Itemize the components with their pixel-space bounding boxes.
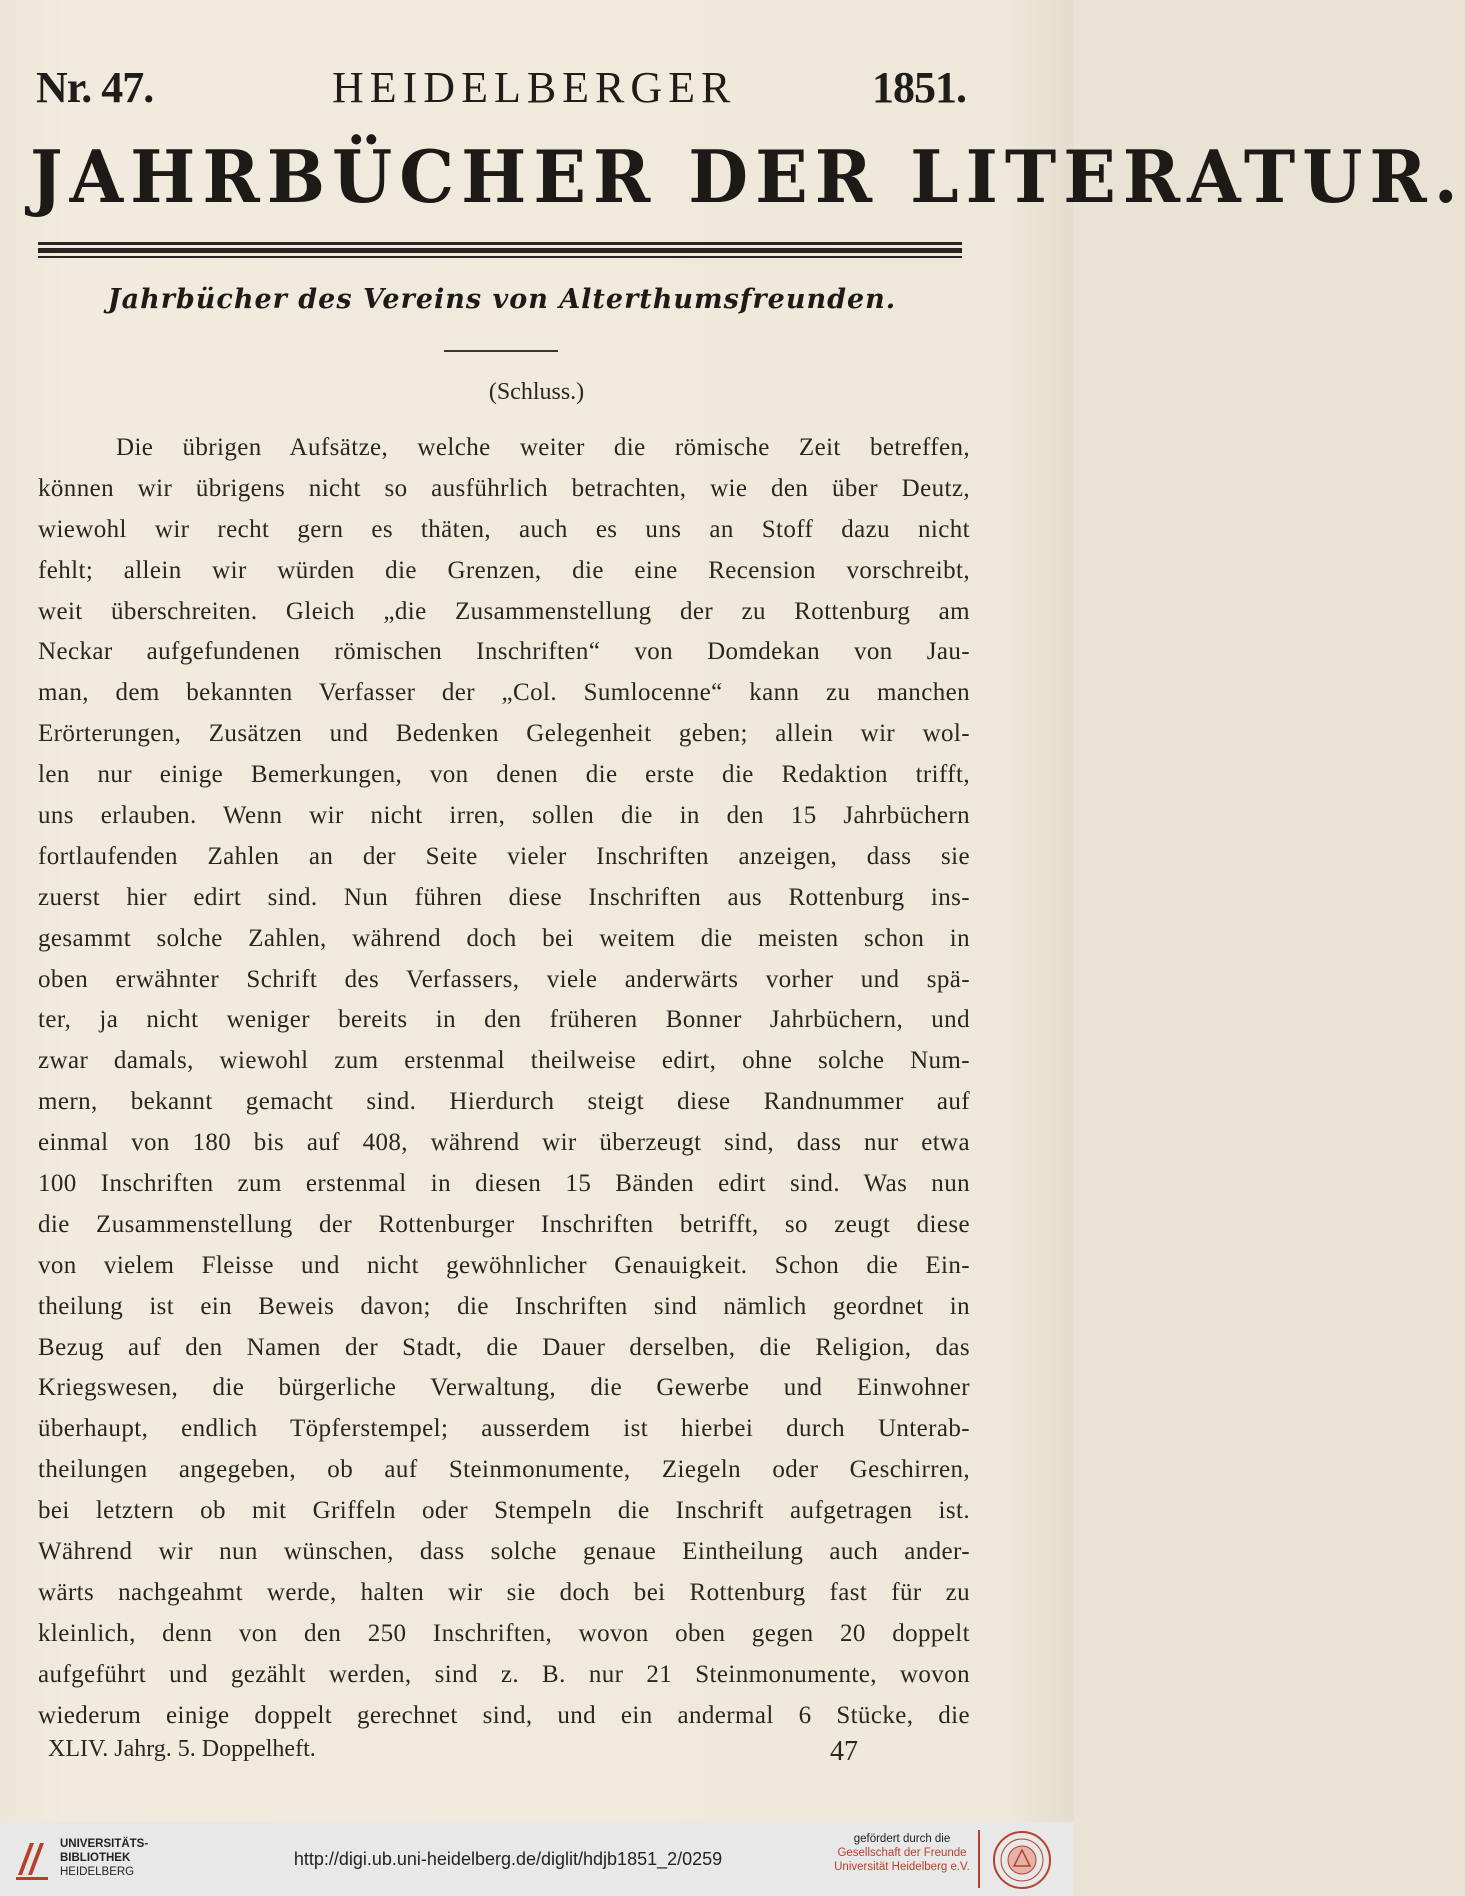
text-line: man, dem bekannten Verfasser der „Col. Sumlocenne“ kann zu manchen [38, 679, 970, 707]
text-line: zuerst hier edirt sind. Nun führen diese Inschriften aus Rottenburg ins- [38, 883, 970, 911]
library-name-line3: HEIDELBERG [60, 1866, 135, 1878]
text-line: Kriegswesen, die bürgerliche Verwaltung, die Gewerbe und Einwohner [38, 1374, 970, 1402]
text-line: uns erlauben. Wenn wir nicht irren, sollen die in den 15 Jahrbüchern [38, 802, 970, 830]
journal-title: JAHRBÜCHER DER LITERATUR. [30, 134, 1465, 220]
text-line: Erörterungen, Zusätzen und Bedenken Gelegenheit geben; allein wir wol- [38, 720, 970, 748]
library-name [60, 1837, 148, 1879]
text-line: mern, bekannt gemacht sind. Hierdurch steigt diese Randnummer auf [38, 1088, 970, 1116]
issue-number: Nr. 47. [36, 63, 154, 112]
text-line: bei letztern ob mit Griffeln oder Stempeln die Inschrift aufgetragen ist. [38, 1497, 970, 1525]
library-name-line1: UNIVERSITÄTS- [60, 1838, 149, 1850]
text-line: oben erwähnter Schrift des Verfassers, viele anderwärts vorher und spä- [38, 965, 970, 993]
text-line: wärts nachgeahmt werde, halten wir sie doch bei Rottenburg fast für zu [38, 1578, 970, 1606]
page-number: 47 [830, 1736, 858, 1767]
article-body [38, 428, 970, 1737]
title-rule-top [38, 242, 962, 245]
text-line: theilung ist ein Beweis davon; die Inschriften sind nämlich geordnet in [38, 1292, 970, 1320]
funder-name-line1: Gesellschaft der Freunde [837, 1847, 967, 1859]
text-line: einmal von 180 bis auf 408, während wir überzeugt sind, dass nur etwa [38, 1129, 970, 1157]
text-line: von vielem Fleisse und nicht gewöhnlicher Genauigkeit. Schon die Ein- [38, 1251, 970, 1279]
text-line: fortlaufenden Zahlen an der Seite vieler Inschriften anzeigen, dass sie [38, 842, 970, 870]
title-rule-bottom [38, 256, 962, 258]
text-line: wiederum einige doppelt gerechnet sind, und ein andermal 6 Stücke, die [38, 1701, 970, 1729]
text-line: kleinlich, denn von den 250 Inschriften, wovon oben gegen 20 doppelt [38, 1619, 970, 1647]
text-line: aufgeführt und gezählt werden, sind z. B. nur 21 Steinmonumente, wovon [38, 1660, 970, 1688]
funding-note [826, 1832, 978, 1874]
text-line: ter, ja nicht weniger bereits in den früheren Bonner Jahrbüchern, und [38, 1006, 970, 1034]
text-line: 100 Inschriften zum erstenmal in diesen 15 Bänden edirt sind. Was nun [38, 1170, 970, 1198]
text-line: Bezug auf den Namen der Stadt, die Dauer derselben, die Religion, das [38, 1333, 970, 1361]
title-rule-middle [38, 248, 962, 253]
text-line: Neckar aufgefundenen römischen Inschriften“ von Domdekan von Jau- [38, 638, 970, 666]
text-line: Die übrigen Aufsätze, welche weiter die römische Zeit betreffen, [116, 434, 970, 461]
text-line: weit überschreiten. Gleich „die Zusammenstellung der zu Rottenburg am [38, 597, 970, 625]
text-line: überhaupt, endlich Töpferstempel; ausserdem ist hierbei durch Unterab- [38, 1415, 970, 1443]
funder-name-line2: Universität Heidelberg e.V. [834, 1861, 970, 1873]
library-name-line2: BIBLIOTHEK [60, 1852, 131, 1864]
permalink-url[interactable]: http://digi.ub.uni-heidelberg.de/diglit/hdjb1851_2/0259 [293, 1849, 723, 1869]
university-seal-icon [992, 1830, 1052, 1890]
text-line: gesammt solche Zahlen, während doch bei weitem die meisten schon in [38, 924, 970, 952]
section-heading: Jahrbücher des Vereins von Alterthumsfreunden. [107, 284, 897, 315]
text-line: die Zusammenstellung der Rottenburger Inschriften betrifft, so zeugt diese [38, 1210, 970, 1238]
text-line: zwar damals, wiewohl zum erstenmal theilweise edirt, ohne solche Num- [38, 1047, 970, 1075]
journal-name: HEIDELBERGER [332, 63, 737, 112]
publication-year: 1851. [872, 63, 966, 112]
library-logo-icon [12, 1835, 54, 1883]
text-line: können wir übrigens nicht so ausführlich betrachten, wie den über Deutz, [38, 474, 970, 502]
heading-divider [444, 350, 558, 352]
funder-divider [978, 1830, 980, 1888]
signature-mark: XLIV. Jahrg. 5. Doppelheft. [48, 1736, 316, 1762]
text-line: theilungen angegeben, ob auf Steinmonumente, Ziegeln oder Geschirren, [38, 1456, 970, 1484]
digitization-bar [0, 1822, 1073, 1896]
text-line: Während wir nun wünschen, dass solche genaue Eintheilung auch ander- [38, 1538, 970, 1566]
text-line: len nur einige Bemerkungen, von denen die erste die Redaktion trifft, [38, 761, 970, 789]
page-footer [48, 1736, 858, 1770]
text-line: fehlt; allein wir würden die Grenzen, die eine Recension vorschreibt, [38, 556, 970, 584]
masthead [36, 62, 966, 114]
text-line: wiewohl wir recht gern es thäten, auch es uns an Stoff dazu nicht [38, 515, 970, 543]
continuation-label: (Schluss.) [488, 379, 585, 405]
funded-by-label: gefördert durch die [853, 1833, 951, 1845]
